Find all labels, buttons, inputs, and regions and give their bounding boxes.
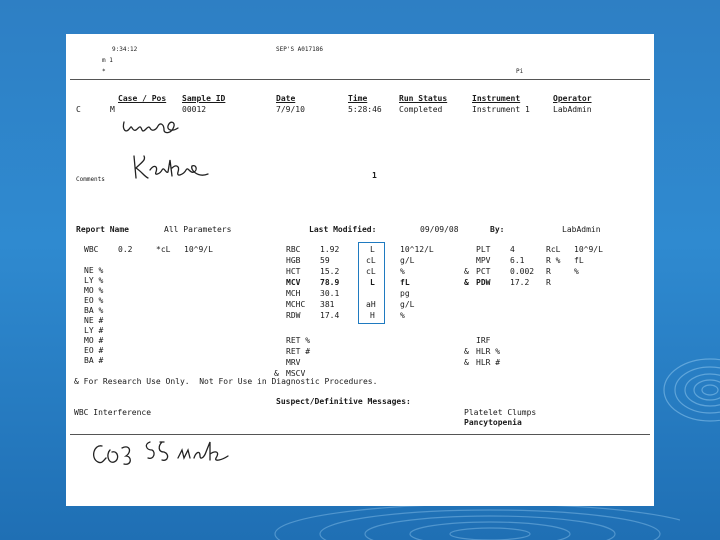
plt-param-name: MPV: [476, 256, 491, 265]
message-platelet-clumps: Platelet Clumps: [464, 408, 537, 417]
rbc-param-unit: fL: [400, 278, 410, 287]
irf-param: HLR #: [476, 358, 501, 367]
ret-param: RET %: [286, 336, 311, 345]
rbc-param-flag: aH: [366, 300, 376, 309]
col-date: Date: [276, 94, 296, 103]
col-operator: Operator: [553, 94, 592, 103]
report-name-value: All Parameters: [164, 225, 232, 234]
handwritten-note-2: [86, 438, 246, 472]
rbc-param-name: MCV: [286, 278, 301, 287]
time-value: 5:28:46: [348, 105, 382, 114]
header-serial: SEP'S A017186: [276, 46, 323, 53]
plt-param-flag: R %: [546, 256, 561, 265]
message-wbc-interference: WBC Interference: [74, 408, 152, 417]
message-pancytopenia: Pancytopenia: [464, 418, 522, 427]
run-status-value: Completed: [399, 105, 443, 114]
ret-prefix: &: [274, 369, 279, 378]
rbc-param-flag: H: [370, 311, 375, 320]
rbc-param-unit: g/L: [400, 256, 415, 265]
wbc-value: 0.2: [118, 245, 133, 254]
rbc-param-value: 78.9: [320, 278, 340, 287]
col-instrument: Instrument: [472, 94, 521, 103]
last-modified-value: 09/09/08: [420, 225, 459, 234]
wbc-param: LY #: [84, 326, 104, 335]
irf-param: HLR %: [476, 347, 501, 356]
by-value: LabAdmin: [562, 225, 601, 234]
rbc-param-name: MCHC: [286, 300, 306, 309]
plt-param-value: 4: [510, 245, 515, 254]
plt-param-value: 0.002: [510, 267, 535, 276]
plt-param-unit: %: [574, 267, 579, 276]
wbc-param: EO %: [84, 296, 104, 305]
plt-prefix: &: [464, 267, 469, 276]
rbc-param-name: HGB: [286, 256, 301, 265]
instrument-value: Instrument 1: [472, 105, 530, 114]
rbc-param-flag: L: [370, 278, 375, 287]
plt-param-flag: R: [546, 267, 551, 276]
wbc-flag: *cL: [156, 245, 171, 254]
rbc-param-unit: 10^12/L: [400, 245, 434, 254]
rbc-param-name: RDW: [286, 311, 301, 320]
ret-param: RET #: [286, 347, 311, 356]
operator-value: LabAdmin: [553, 105, 592, 114]
irf-prefix: &: [464, 358, 469, 367]
wbc-param: NE #: [84, 316, 104, 325]
ripple-decoration-right: [654, 330, 720, 440]
plt-param-name: PDW: [476, 278, 491, 287]
wbc-param: BA %: [84, 306, 104, 315]
report-name-label: Report Name: [76, 225, 129, 234]
rbc-param-value: 17.4: [320, 311, 340, 320]
header-divider: [70, 79, 650, 80]
plt-param-name: PLT: [476, 245, 491, 254]
flag-highlight-box: [358, 242, 385, 324]
lab-report-scan: [66, 34, 654, 506]
col-time: Time: [348, 94, 368, 103]
rbc-param-name: MCH: [286, 289, 301, 298]
messages-title: Suspect/Definitive Messages:: [276, 397, 411, 406]
rbc-param-flag: cL: [366, 256, 376, 265]
plt-param-flag: R: [546, 278, 551, 287]
research-use-note: & For Research Use Only. Not For Use in Diagnostic Procedures.: [74, 377, 378, 386]
comment-mark: 1: [372, 171, 377, 180]
rbc-param-value: 30.1: [320, 289, 340, 298]
sample-id-value: 00012: [182, 105, 207, 114]
row-prefix-m: M: [110, 105, 115, 114]
wbc-param: LY %: [84, 276, 104, 285]
handwritten-note-1: [120, 116, 182, 138]
header-line2: m 1: [102, 57, 113, 64]
rbc-param-unit: pg: [400, 289, 410, 298]
rbc-param-unit: %: [400, 311, 405, 320]
plt-param-flag: RcL: [546, 245, 561, 254]
wbc-param: MO #: [84, 336, 104, 345]
wbc-param: EO #: [84, 346, 104, 355]
rbc-param-flag: cL: [366, 267, 376, 276]
wbc-unit: 10^9/L: [184, 245, 213, 254]
rbc-param-unit: g/L: [400, 300, 415, 309]
handwritten-signature: [128, 152, 218, 184]
wbc-name: WBC: [84, 245, 99, 254]
rbc-param-name: HCT: [286, 267, 301, 276]
plt-prefix: &: [464, 278, 469, 287]
ret-param: MSCV: [286, 369, 306, 378]
rbc-param-value: 15.2: [320, 267, 340, 276]
plt-param-name: PCT: [476, 267, 491, 276]
date-value: 7/9/10: [276, 105, 305, 114]
plt-param-unit: 10^9/L: [574, 245, 603, 254]
header-line3-right: Pi: [516, 68, 524, 75]
rbc-param-unit: %: [400, 267, 405, 276]
rbc-param-name: RBC: [286, 245, 301, 254]
header-time: 9:34:12: [112, 46, 138, 53]
ret-param: MRV: [286, 358, 301, 367]
header-line3: *: [102, 68, 106, 75]
ripple-decoration-bottom: [240, 500, 680, 540]
col-case-pos: Case / Pos: [118, 94, 167, 103]
rbc-param-value: 59: [320, 256, 330, 265]
last-modified-label: Last Modified:: [309, 225, 377, 234]
irf-prefix: &: [464, 347, 469, 356]
comments-label: Comments: [76, 176, 105, 183]
wbc-param: MO %: [84, 286, 104, 295]
plt-param-value: 6.1: [510, 256, 525, 265]
rbc-param-value: 381: [320, 300, 335, 309]
plt-param-unit: fL: [574, 256, 584, 265]
col-sample-id: Sample ID: [182, 94, 226, 103]
irf-param: IRF: [476, 336, 491, 345]
plt-param-value: 17.2: [510, 278, 530, 287]
rbc-param-flag: L: [370, 245, 375, 254]
row-prefix-c: C: [76, 105, 81, 114]
col-run-status: Run Status: [399, 94, 448, 103]
by-label: By:: [490, 225, 505, 234]
wbc-param: BA #: [84, 356, 104, 365]
rbc-param-value: 1.92: [320, 245, 340, 254]
wbc-param: NE %: [84, 266, 104, 275]
footer-divider: [70, 434, 650, 435]
